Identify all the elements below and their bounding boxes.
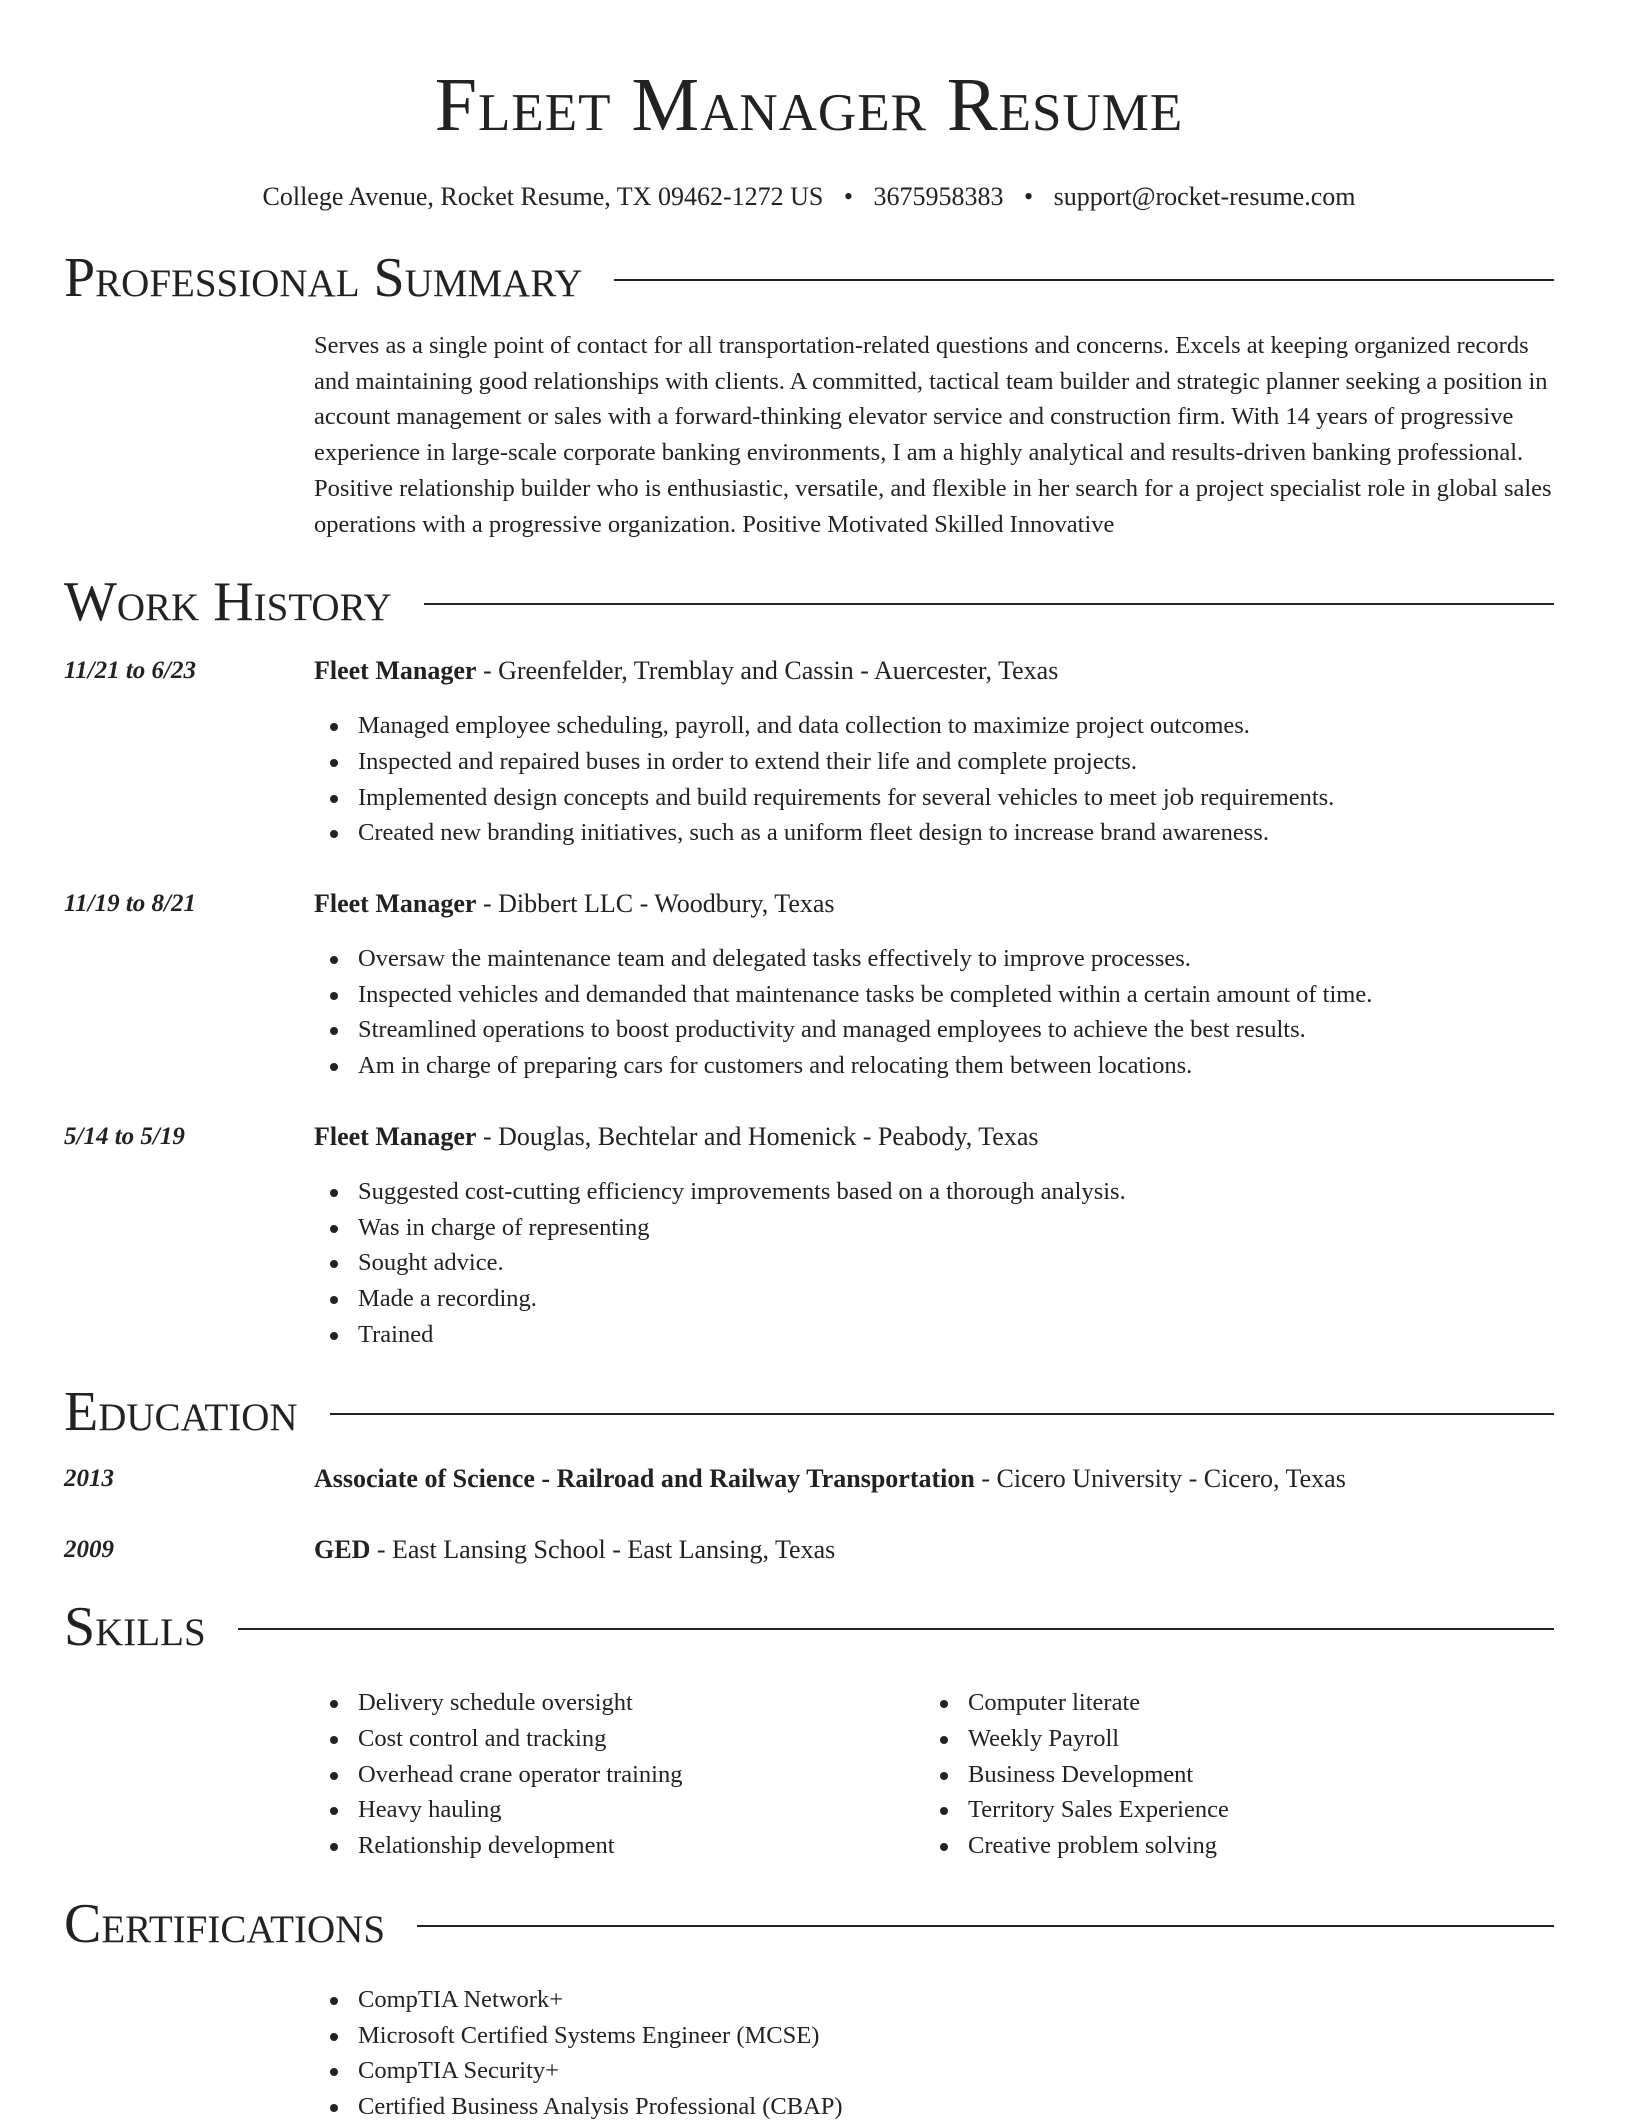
job-heading: [314, 1120, 1554, 1154]
list-item: Delivery schedule oversight: [358, 1685, 924, 1721]
list-item: Overhead crane operator training: [358, 1757, 924, 1793]
list-item: Territory Sales Experience: [968, 1792, 1534, 1828]
list-item: Heavy hauling: [358, 1792, 924, 1828]
list-item: Am in charge of preparing cars for customers and relocating them between locations.: [358, 1048, 1554, 1084]
list-item: Made a recording.: [358, 1281, 1554, 1317]
education-entry: [64, 1533, 1554, 1567]
education-header: [64, 1378, 1554, 1446]
list-item: Was in charge of representing: [358, 1210, 1554, 1246]
list-item: Implemented design concepts and build requirements for several vehicles to meet job requirements.: [358, 780, 1554, 816]
education-details: - East Lansing School - East Lansing, Texas: [370, 1535, 836, 1565]
list-item: Created new branding initiatives, such as a uniform fleet design to increase brand awareness.: [358, 815, 1554, 851]
list-item: Creative problem solving: [968, 1828, 1534, 1864]
section-title: Certifications: [64, 1892, 386, 1955]
work-history-header: [64, 568, 1554, 636]
list-item: Sought advice.: [358, 1245, 1554, 1281]
job-dates: 5/14 to 5/19: [64, 1122, 185, 1150]
list-item: Suggested cost-cutting efficiency improvements based on a thorough analysis.: [358, 1174, 1554, 1210]
list-item: Cost control and tracking: [358, 1721, 924, 1757]
list-item: Inspected and repaired buses in order to extend their life and complete projects.: [358, 744, 1554, 780]
job-body: [314, 654, 1554, 851]
list-item: CompTIA Network+: [358, 1982, 1554, 2018]
contact-separator: •: [1023, 182, 1034, 211]
summary-body: [314, 328, 1554, 542]
list-item: Computer literate: [968, 1685, 1534, 1721]
list-item: Weekly Payroll: [968, 1721, 1534, 1757]
contact-address: College Avenue, Rocket Resume, TX 09462-1272 US: [262, 182, 824, 211]
education-heading: [314, 1462, 1554, 1496]
job-details: - Dibbert LLC - Woodbury, Texas: [476, 889, 835, 919]
list-item: Inspected vehicles and demanded that maintenance tasks be completed within a certain amount of time.: [358, 977, 1554, 1013]
certifications-body: [314, 1982, 1554, 2125]
list-item: Managed employee scheduling, payroll, and data collection to maximize project outcomes.: [358, 708, 1554, 744]
education-section: [64, 1378, 1554, 1567]
job-details: - Douglas, Bechtelar and Homenick - Peabody, Texas: [476, 1121, 1039, 1151]
row-spacer: [64, 1982, 314, 2125]
education-year: 2009: [64, 1536, 114, 1564]
skills-list: [314, 1685, 924, 1864]
list-item: Oversaw the maintenance team and delegated tasks effectively to improve processes.: [358, 941, 1554, 977]
section-divider: [330, 1413, 1554, 1415]
education-degree: Associate of Science - Railroad and Railway Transportation: [314, 1464, 975, 1494]
contact-email: support@rocket-resume.com: [1053, 182, 1356, 211]
resume-title: Fleet Manager Resume: [434, 63, 1184, 147]
section-title: Skills: [64, 1596, 206, 1659]
job-title: Fleet Manager: [314, 889, 477, 919]
job-heading: [314, 887, 1554, 921]
education-body: [314, 1462, 1554, 1496]
education-body: [314, 1533, 1554, 1567]
skills-column-left: [314, 1685, 924, 1864]
education-degree: GED: [314, 1535, 371, 1565]
list-item: Business Development: [968, 1757, 1534, 1793]
list-item: Microsoft Certified Systems Engineer (MCSE): [358, 2018, 1554, 2054]
section-divider: [417, 1925, 1554, 1927]
job-title: Fleet Manager: [314, 656, 477, 686]
contact-phone: 3675958383: [873, 182, 1004, 211]
job-title: Fleet Manager: [314, 1121, 477, 1151]
row-spacer: [64, 1685, 314, 1864]
resume-page: [64, 0, 1554, 2125]
job-entry: [64, 1120, 1554, 1353]
section-divider: [238, 1628, 1554, 1630]
job-bullets: [314, 1174, 1554, 1353]
job-dates: 11/19 to 8/21: [64, 890, 196, 918]
section-title: Work History: [64, 571, 392, 634]
list-item: Trained: [358, 1317, 1554, 1353]
job-body: [314, 887, 1554, 1084]
education-year: 2013: [64, 1465, 114, 1493]
skills-list: [924, 1685, 1534, 1864]
job-entry: [64, 654, 1554, 851]
skills-section: [64, 1593, 1554, 1864]
list-item: Certified Business Analysis Professional (CBAP): [358, 2089, 1554, 2125]
list-item: CompTIA Security+: [358, 2053, 1554, 2089]
education-heading: [314, 1533, 1554, 1567]
skills-grid: [314, 1685, 1554, 1864]
list-item: Streamlined operations to boost productivity and managed employees to achieve the best results.: [358, 1012, 1554, 1048]
job-dates: 11/21 to 6/23: [64, 657, 196, 685]
job-entry: [64, 887, 1554, 1084]
job-body: [314, 1120, 1554, 1353]
section-divider: [614, 279, 1554, 281]
education-entry: [64, 1462, 1554, 1496]
education-details: - Cicero University - Cicero, Texas: [974, 1464, 1346, 1494]
contact-separator: •: [843, 182, 853, 211]
skills-header: [64, 1593, 1554, 1661]
summary-section: [64, 244, 1554, 542]
certifications-row: [64, 1982, 1554, 2125]
summary-header: [64, 244, 1554, 312]
certifications-list: [314, 1982, 1554, 2125]
skills-row: [64, 1685, 1554, 1864]
skills-column-right: [924, 1685, 1534, 1864]
summary-row: [64, 328, 1554, 542]
job-details: - Greenfelder, Tremblay and Cassin - Auercester, Texas: [476, 656, 1059, 686]
job-heading: [314, 654, 1554, 688]
list-item: Relationship development: [358, 1828, 924, 1864]
work-history-section: [64, 568, 1554, 1352]
row-spacer: [64, 328, 314, 542]
summary-text: Serves as a single point of contact for all transportation-related questions and concerns. Excels at keeping organized records and maintaining good relationships with clients. A committed, tactical team builder and strategic planner seeking a position in account management or sales with a forward-thinking elevator service and construction firm. With 14 years of progressive experience in large-scale corporate banking environments, I am a highly analytical and results-driven banking professional. Positive relationship builder who is enthusiastic, versatile, and flexible in her search for a project specialist role in global sales operations with a progressive organization. Positive Motivated Skilled Innovative: [314, 332, 1552, 538]
certifications-header: [64, 1890, 1554, 1958]
certifications-section: [64, 1890, 1554, 2125]
job-bullets: [314, 708, 1554, 851]
contact-line: [64, 180, 1554, 214]
job-bullets: [314, 941, 1554, 1084]
section-divider: [424, 603, 1554, 605]
section-title: Education: [64, 1381, 298, 1444]
section-title: Professional Summary: [64, 247, 583, 309]
